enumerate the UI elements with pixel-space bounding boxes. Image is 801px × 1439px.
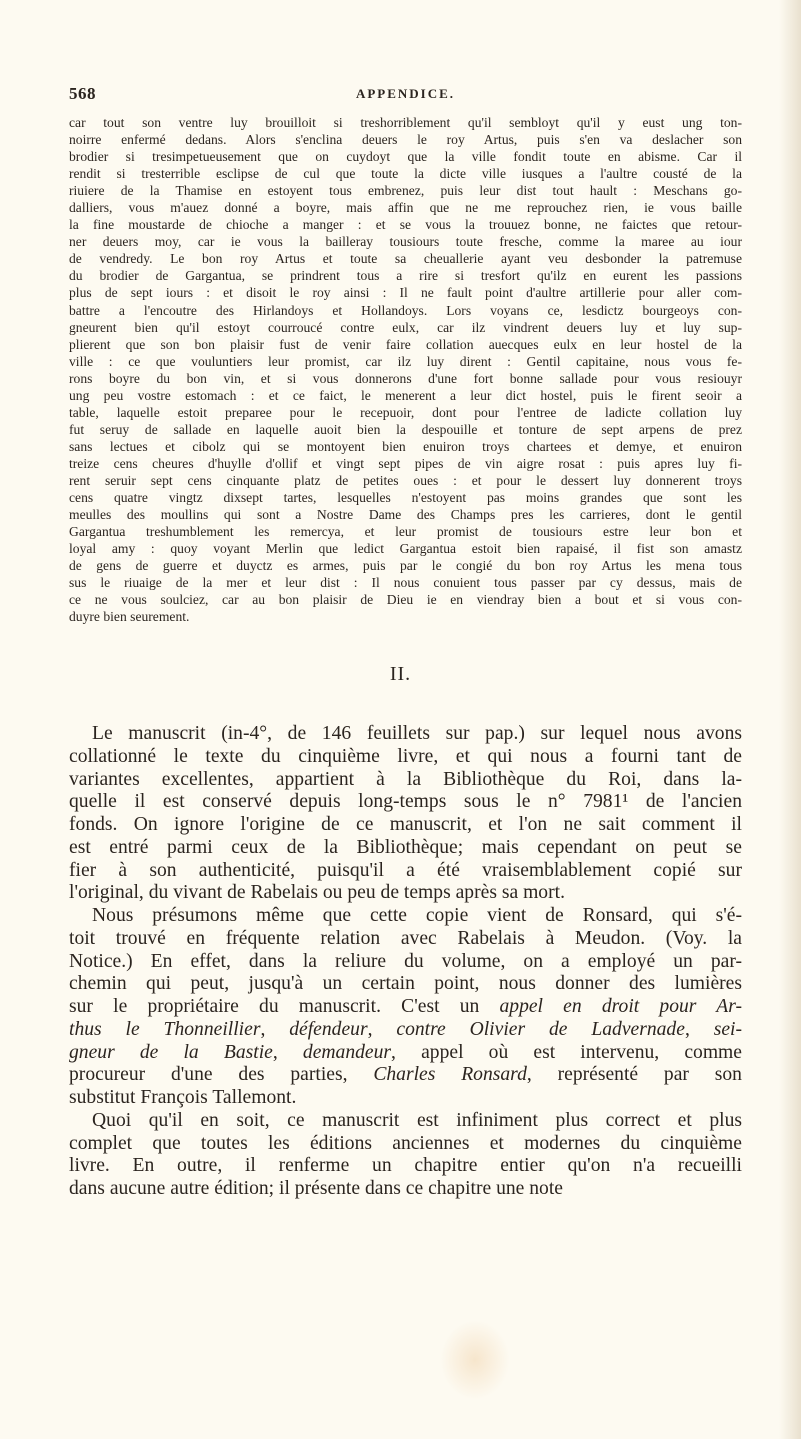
text-line: noirre enfermé dedans. Alors s'enclina deuers le roy Artus, puis s'en va deslacher son xyxy=(69,132,742,148)
italic-citation: thus le Thonneillier xyxy=(69,1018,261,1040)
text-line: cens quatre vingtz dixsept tartes, lesquelles n'estoyent pas moins grandes que sont les xyxy=(69,490,742,506)
text-line: de vendredy. Le bon roy Artus et toute sa cheuallerie ayant veu desbonder la patremuse xyxy=(69,251,742,267)
text-line: dans aucune autre édition; il présente dans ce chapitre une note xyxy=(69,1178,563,1199)
text-line: car tout son ventre luy brouilloit si treshorriblement qu'il sembloyt qu'il y eust ung ton- xyxy=(69,115,742,130)
text-line: Nous présumons même que cette copie vient de Ronsard, qui s'é- xyxy=(92,905,742,926)
text-line: plierent que son bon plaisir fust de venir faire collation auecques eulx en leur hostel de la xyxy=(69,336,742,352)
text-segment: , xyxy=(367,1018,397,1040)
text-line: de gens de guerre et duyctz es armes, puis par le congié du bon roy Artus les mena tous xyxy=(69,558,742,574)
text-line: loyal amy : quoy voyant Merlin que ledict Gargantua estoit bien rapaisé, il fist son amastz xyxy=(69,541,742,557)
italic-citation: Charles Ronsard xyxy=(373,1064,527,1086)
text-line: ner deuers moy, car ie vous la bailleray tousiours toute fresche, comme la maree au iour xyxy=(69,234,742,250)
text-segment: , appel où est intervenu, comme xyxy=(391,1041,742,1063)
text-line: rent seruir sept cens cinquante platz de petites oues : et pour le dessert luy donnerent troys xyxy=(69,472,742,488)
text-line: Notice.) En effet, dans la reliure du volume, on a employé un par- xyxy=(69,950,742,972)
text-line: rendit si tresterrible esclipse de cul que toute la dicte ville iusques a l'aultre cousté de la xyxy=(69,166,742,182)
paragraph xyxy=(69,905,742,1110)
text-segment: sur le propriétaire du manuscrit. C'est un xyxy=(69,996,500,1017)
running-title: APPENDICE. xyxy=(355,86,456,101)
appendix-text-block xyxy=(69,114,742,625)
text-segment: , xyxy=(272,1041,303,1063)
text-line: Quoi qu'il en soit, ce manuscrit est infiniment plus correct et plus xyxy=(92,1109,742,1131)
text-line: ville : ce que vouluntiers leur promist, car ilz luy dirent : Gentil capitaine, nous vous fe- xyxy=(69,353,742,369)
text-segment: , xyxy=(684,1018,714,1040)
text-line: livre. En outre, il renferme un chapitre entier qu'on n'a recueilli xyxy=(69,1155,742,1177)
text-line: complet que toutes les éditions anciennes et modernes du cinquième xyxy=(69,1132,742,1154)
italic-citation: demandeur xyxy=(302,1041,392,1063)
text-line: variantes excellentes, appartient à la Bibliothèque du Roi, dans la- xyxy=(69,768,742,790)
text-line: riuiere de la Thamise en estoyent tous embrenez, puis leur dist tout hault : Meschans go- xyxy=(69,183,742,199)
text-line: duyre bien seurement. xyxy=(69,609,190,625)
text-line: treize cens cheures d'huylle d'ollif et vingt sept pipes de vin aigre rosat : puis apres luy fi- xyxy=(69,455,742,471)
commentary-text-block xyxy=(69,723,742,1201)
text-line: sans lectues et cibolz qui se montoyent bien enuiron troys chartees et demye, et enuiron xyxy=(69,438,742,454)
page-number: 568 xyxy=(69,84,96,103)
paragraph xyxy=(69,1110,742,1201)
text-line: ce ne vous soulciez, car au bon plaisir de Dieu ie en viendray bien a bout et si vous con- xyxy=(69,592,742,608)
italic-citation: contre Olivier de Ladvernade xyxy=(396,1018,685,1040)
text-line: dalliers, vous m'auez donné a boyre, mais affin que ne me reprouchez rien, ie vous baille xyxy=(69,200,742,216)
text-line: chemin qui peut, jusqu'à un certain point, nous donner des lumières xyxy=(69,973,742,995)
text-line: plus de sept iours : et disoit le roy ainsi : Il ne fault point d'aultre artillerie pour aller com- xyxy=(69,285,742,301)
italic-citation: défendeur xyxy=(289,1018,368,1040)
paper-stain xyxy=(440,1320,510,1400)
text-line: substitut François Tallemont. xyxy=(69,1087,297,1108)
text-line: battre a l'encoutre des Hirlandoys et Hollandoys. Lors voyans ce, lesdictz bourgeoys con- xyxy=(69,302,742,318)
page-edge-shadow xyxy=(779,0,801,1439)
text-line: gneurent bien qu'il estoyt courroucé contre eulx, car ilz vindrent deuers luy et luy sup- xyxy=(69,319,742,335)
text-line xyxy=(69,1019,742,1042)
text-line: du brodier de Gargantua, se prindrent tous a rire si tresfort qu'ilz en eurent les passions xyxy=(69,268,742,284)
paragraph xyxy=(69,723,742,905)
text-line: brodier si tresimpetueusement que on cuydoyt que la ville fondit toute en abisme. Car il xyxy=(69,149,742,165)
section-heading: II. xyxy=(389,663,412,685)
text-line: Le manuscrit (in-4°, de 146 feuillets sur pap.) sur lequel nous avons xyxy=(92,723,742,744)
text-line: fonds. On ignore l'origine de ce manuscrit, et l'on ne sait comment il xyxy=(69,814,742,835)
text-line: collationné le texte du cinquième livre, et qui nous a fourni tant de xyxy=(69,745,742,767)
text-line: fier à son authenticité, puisqu'il a été vraisemblablement copié sur xyxy=(69,859,742,881)
text-line: meulles des moullins qui sont a Nostre Dame des Champs pres les carrieres, dont le gentil xyxy=(69,507,742,523)
text-line xyxy=(69,1042,742,1065)
text-segment: , représenté par son xyxy=(526,1064,742,1086)
text-line: la fine moustarde de chioche a manger : et se vous la trouuez bonne, ne faictes que retour- xyxy=(69,217,742,233)
text-line: est entré parmi ceux de la Bibliothèque; mais cependant on peut se xyxy=(69,836,742,858)
text-line: quelle il est conservé depuis long-temps sous le n° 7981¹ de l'ancien xyxy=(69,791,742,813)
text-line: ung peu vostre estomach : et ce faict, le menerent a leur dict hostel, puis le firent seoir a xyxy=(69,387,742,403)
text-line: toit trouvé en fréquente relation avec Rabelais à Meudon. (Voy. la xyxy=(69,927,742,949)
italic-citation: sei- xyxy=(713,1018,742,1040)
text-line xyxy=(69,996,742,1019)
text-segment: procureur d'une des parties, xyxy=(69,1064,374,1086)
italic-citation: appel en droit pour Ar- xyxy=(499,996,742,1017)
text-line: rons boyre du bon vin, et si vous donnerons d'une fort bonne sallade pour vous resiouyr xyxy=(69,370,742,386)
text-line: sus le riuaige de la mer et leur dist : Il nous conuient tous passer par cy dessus, mais de xyxy=(69,575,742,591)
text-line: table, laquelle estoit preparee pour le recepuoir, dont pour l'entree de ladicte collation luy xyxy=(69,404,742,420)
text-line: l'original, du vivant de Rabelais ou peu de temps après sa mort. xyxy=(69,882,565,904)
text-line xyxy=(69,1064,742,1087)
text-line: fut seruy de sallade en laquelle auoit bien la despouille et tonture de sept arpens de prez xyxy=(69,421,742,437)
running-head xyxy=(69,84,742,104)
text-segment: , xyxy=(260,1018,290,1040)
italic-citation: gneur de la Bastie xyxy=(69,1041,273,1063)
text-line: Gargantua treshumblement les remercya, et leur promist de tousiours estre leur bon et xyxy=(69,524,742,540)
